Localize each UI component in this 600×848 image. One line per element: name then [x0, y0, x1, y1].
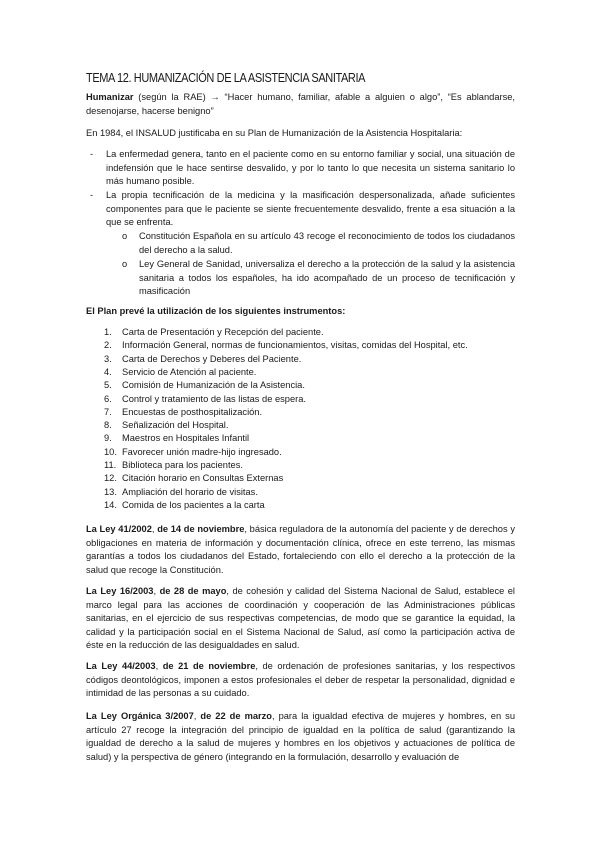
list-number: 7.: [104, 406, 112, 417]
law-separator: ,: [153, 586, 160, 596]
instrument-item: Favorecer unión madre-hijo ingresado.: [122, 446, 282, 457]
law-text: , de ordenación de profesiones sanitarias, y los respectivos códigos deontológicos, imponen a estos profesionales el deber de respetar la personalidad, dignidad e intimidad de las personas a su cuidado.: [86, 661, 515, 699]
instrument-item: Control y tratamiento de las listas de espera.: [122, 393, 306, 404]
list-number: 11.: [104, 460, 117, 470]
instrument-item: Citación horario en Consultas Externas: [122, 473, 284, 484]
bullet-marker: -: [90, 190, 94, 200]
list-number: 9.: [104, 433, 112, 444]
law-paragraph: [86, 660, 515, 701]
law-date: de 22 de marzo: [200, 711, 272, 721]
law-text: , básica reguladora de la autonomía del paciente y de derechos y obligaciones en materia de información y documentación clínica, ofrece en este terreno, las mismas garantías a todos los ciudadanos del Estado, fortaleciendo con ello el derecho a la protección de la salud que recoge la Constitución.: [86, 524, 515, 575]
list-number: 12.: [104, 473, 117, 484]
law-separator: ,: [151, 524, 158, 534]
plan-heading: El Plan prevé la utilización de los siguientes instrumentos:: [86, 306, 346, 316]
bullet-marker: -: [90, 149, 94, 159]
subbullet-marker: o: [122, 259, 128, 269]
definition-paragraph: [86, 91, 515, 118]
instrument-item: Carta de Presentación y Recepción del paciente.: [122, 327, 324, 337]
law-name: La Ley Orgánica 3/2007: [86, 711, 194, 721]
instrument-item: Ampliación del horario de visitas.: [122, 486, 258, 497]
list-number: 14.: [104, 499, 117, 510]
law-date: de 28 de mayo: [159, 586, 227, 596]
bullet-item: La enfermedad genera, tanto en el paciente como en su entorno familiar y social, una situación de indefensión que le hace sentirse desvalido, y por lo tanto lo que necesita un sistema sanitario lo más humano posible.: [106, 149, 515, 187]
subbullet-item: Constitución Española en su artículo 43 recoge el reconocimiento de todos los ciudadanos del derecho a la salud.: [139, 231, 515, 255]
law-paragraph: [86, 710, 515, 764]
law-separator: ,: [193, 711, 201, 721]
subbullet-marker: o: [122, 231, 128, 241]
list-number: 6.: [104, 393, 112, 404]
law-name: La Ley 41/2002: [86, 524, 152, 534]
instrument-item: Encuestas de posthospitalización.: [122, 406, 263, 417]
list-number: 5.: [104, 380, 112, 391]
instrument-item: Servicio de Atención al paciente.: [122, 366, 257, 377]
definition-term: Humanizar: [86, 92, 134, 102]
instrument-item: Biblioteca para los pacientes.: [122, 460, 243, 470]
list-number: 4.: [104, 366, 112, 377]
instrument-item: Señalización del Hospital.: [122, 420, 229, 431]
instrument-item: Maestros en Hospitales Infantil: [122, 433, 250, 444]
law-name: La Ley 44/2003: [86, 661, 156, 671]
law-text: , para la igualdad efectiva de mujeres y hombres, en su artículo 27 recoge la integración del principio de igualdad en la política de salud (garantizando la igualdad de derecho a la salud de mujeres y hombres en los objetivos y actuaciones de política de salud) y la perspectiva de género (integrando en la formulación, desarrollo y evaluación de: [86, 711, 516, 762]
list-number: 8.: [104, 420, 112, 431]
law-date: de 21 de noviembre: [162, 661, 256, 671]
list-number: 3.: [104, 353, 112, 364]
subbullet-item: Ley General de Sanidad, universaliza el derecho a la protección de la salud y la asistencia sanitaria a todos los españoles, ha ido acompañado de un proceso de tecnificación y masificación: [139, 259, 515, 297]
law-paragraph: [86, 585, 515, 653]
instrument-item: Comida de los pacientes a la carta: [122, 499, 265, 510]
law-date: de 14 de noviembre: [157, 524, 245, 534]
list-number: 13.: [104, 486, 117, 497]
list-number: 10.: [104, 446, 117, 457]
law-separator: ,: [155, 661, 163, 671]
list-number: 2.: [104, 340, 112, 351]
bullet-item: La propia tecnificación de la medicina y la masificación despersonalizada, añade suficientes componentes para que le paciente se siente frecuentemente desvalido, frente a esa situación a la que se enfrenta.: [106, 190, 515, 228]
instrument-item: Información General, normas de funcionamientos, visitas, comidas del Hospital, etc.: [122, 340, 468, 351]
instrument-item: Comisión de Humanización de la Asistencia.: [122, 380, 305, 391]
instrument-item: Carta de Derechos y Deberes del Paciente.: [122, 353, 302, 364]
law-name: La Ley 16/2003: [86, 586, 154, 596]
intro-paragraph: En 1984, el INSALUD justificaba en su Plan de Humanización de la Asistencia Hospitalaria:: [86, 128, 463, 138]
definition-text: (según la RAE) → “Hacer humano, familiar, afable a alguien o algo”, “Es ablandarse, desenojarse, hacerse benigno”: [86, 92, 515, 116]
page-title: TEMA 12. HUMANIZACIÓN DE LA ASISTENCIA SANITARIA: [86, 71, 366, 85]
law-text: , de cohesión y calidad del Sistema Nacional de Salud, establece el marco legal para las acciones de coordinación y cooperación de las Administraciones públicas sanitarias, en el ejercicio de sus respectivas competencias, de modo que se garantice la equidad, la calidad y la participación social en el Sistema Nacional de Salud, así como la participación activa de éste en la reducción de las desigualdades en salud.: [86, 586, 516, 651]
law-paragraph: [86, 523, 515, 577]
list-number: 1.: [104, 327, 112, 337]
